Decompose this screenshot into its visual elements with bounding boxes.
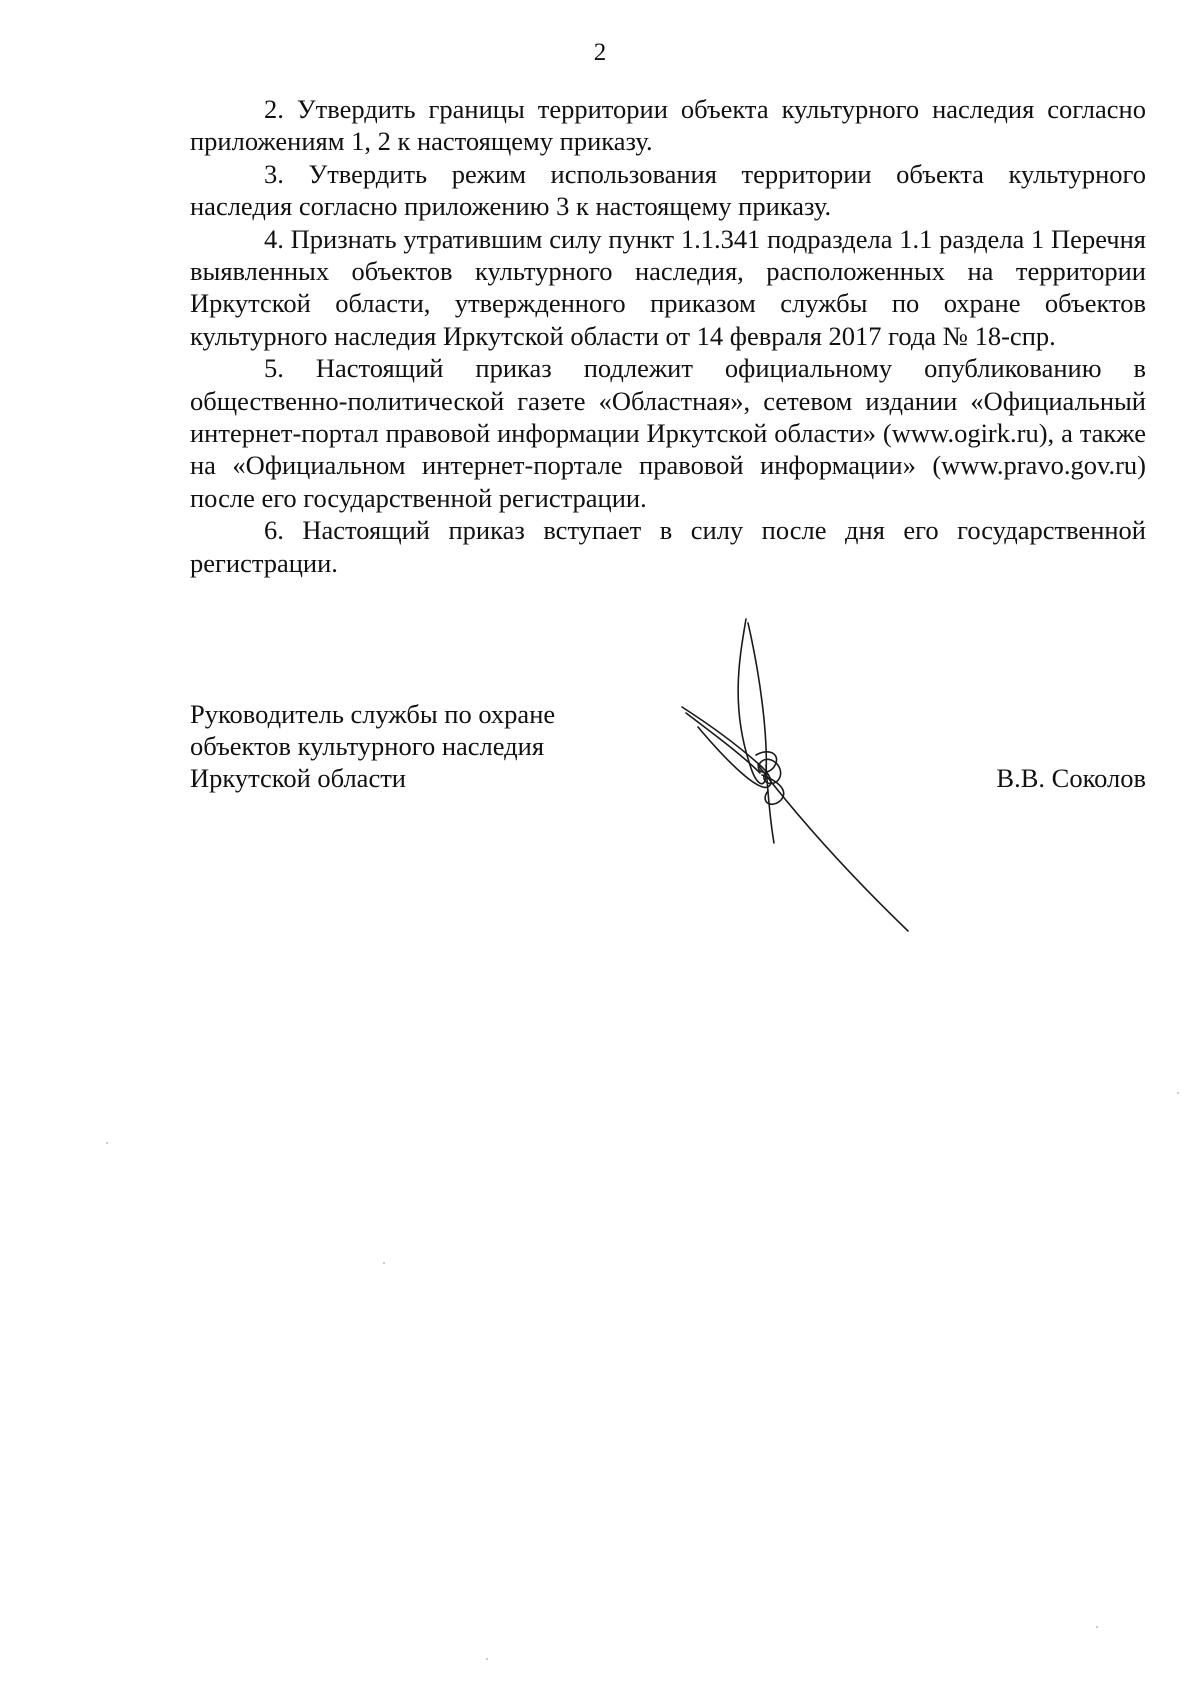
signer-name: В.В. Соколов: [996, 763, 1146, 793]
signer-position-line-3: Иркутской области: [190, 763, 406, 793]
paragraph-5: 5. Настоящий приказ подлежит официальному опубликованию в общественно-политической газете «Областная», сетевом издании «Официальный интернет-портал правовой информации Иркутской области» (www.ogirk.ru), а также на «Официальном интернет-портале правовой информации» (www.pravo.gov.ru) после его государственной регистрации.: [190, 353, 1146, 513]
paragraph-3: 3. Утвердить режим использования территории объекта культурного наследия согласно приложению 3 к настоящему приказу.: [190, 158, 1146, 222]
signer-position-line-2: объектов культурного наследия: [190, 731, 545, 761]
document-body: [190, 93, 1146, 579]
signer-position: [190, 698, 555, 794]
scan-speck: [1177, 1092, 1179, 1094]
paragraph-4: 4. Признать утратившим силу пункт 1.1.341 подраздела 1.1 раздела 1 Перечня выявленных объектов культурного наследия, расположенных на территории Иркутской области, утвержденного приказом службы по охране объектов культурного наследия Иркутской области от 14 февраля 2017 года № 18-спр.: [190, 223, 1146, 351]
scan-speck: [106, 1142, 108, 1144]
paragraph-2: 2. Утвердить границы территории объекта культурного наследия согласно приложениям 1, 2 к настоящему приказу.: [190, 94, 1146, 157]
handwritten-signature: [670, 615, 930, 935]
scan-speck: [486, 1658, 488, 1660]
paragraph-6: 6. Настоящий приказ вступает в силу после дня его государственной регистрации.: [190, 515, 1146, 578]
page-number: 2: [593, 39, 607, 66]
signer-position-line-1: Руководитель службы по охране: [190, 699, 556, 729]
scan-speck: [1096, 1626, 1098, 1628]
scan-speck: [383, 1262, 385, 1264]
